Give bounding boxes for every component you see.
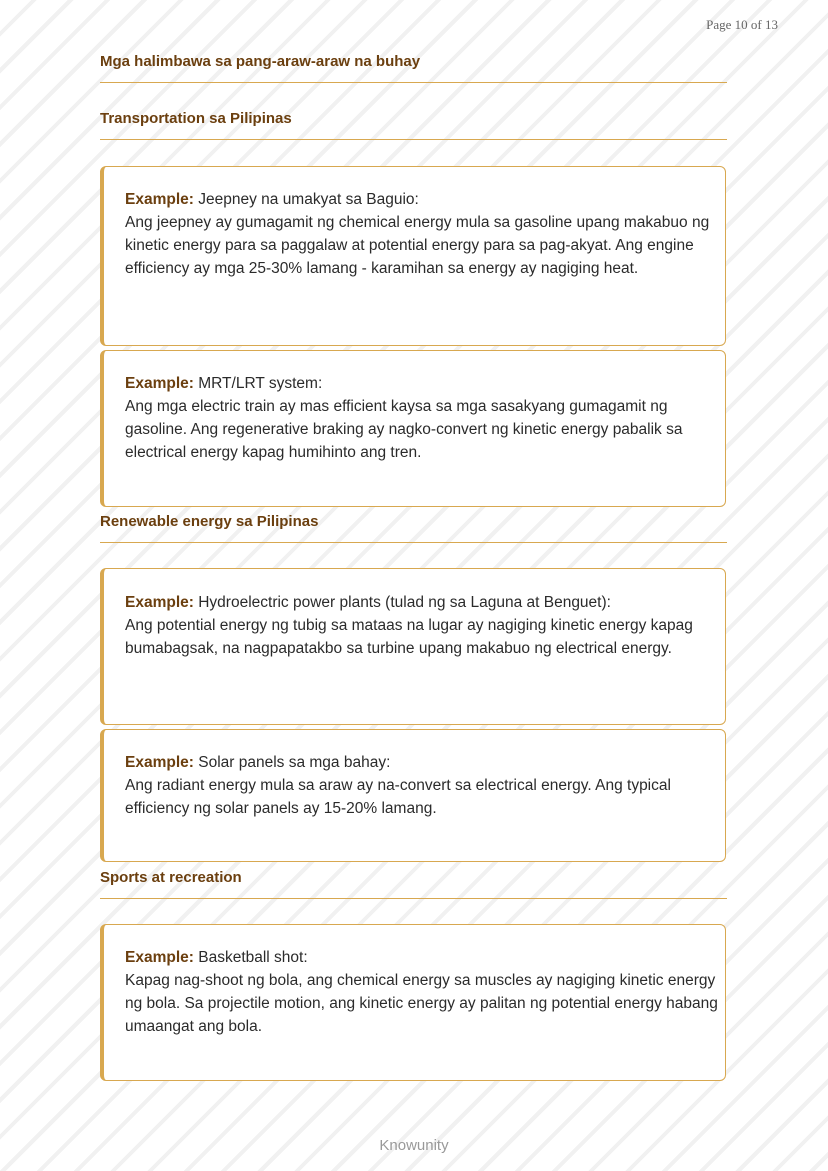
section-heading-transportation: Transportation sa Pilipinas bbox=[100, 110, 727, 140]
example-title: MRT/LRT system: bbox=[198, 375, 323, 392]
footer-brand: Knowunity bbox=[379, 1137, 449, 1154]
example-body: Kapag nag-shoot ng bola, ang chemical energy sa muscles ay nagiging kinetic energy ng bola. Sa projectile motion, ang kinetic energy ay palitan ng potential energy habang umaangat ang bola. bbox=[125, 972, 718, 1035]
example-body: Ang mga electric train ay mas efficient kaysa sa mga sasakyang gumagamit ng gasoline. Ang regenerative braking ay nagko-convert ng kinetic energy pabalik sa electrical energy kapag humihinto ang tren. bbox=[125, 398, 683, 461]
example-label: Example: bbox=[125, 191, 194, 208]
example-box-mrt-lrt bbox=[100, 350, 726, 507]
example-title: Solar panels sa mga bahay: bbox=[198, 754, 391, 771]
example-label: Example: bbox=[125, 754, 194, 771]
example-title: Jeepney na umakyat sa Baguio: bbox=[198, 191, 419, 208]
example-title: Basketball shot: bbox=[198, 949, 308, 966]
page-number: Page 10 of 13 bbox=[706, 17, 778, 32]
section-heading-sports: Sports at recreation bbox=[100, 869, 727, 899]
example-label: Example: bbox=[125, 594, 194, 611]
main-heading: Mga halimbawa sa pang-araw-araw na buhay bbox=[100, 53, 727, 83]
example-label: Example: bbox=[125, 949, 194, 966]
example-body: Ang potential energy ng tubig sa mataas na lugar ay nagiging kinetic energy kapag bumabagsak, na nagpapatakbo sa turbine upang makabuo ng electrical energy. bbox=[125, 617, 693, 657]
example-box-hydroelectric bbox=[100, 568, 726, 725]
example-box-jeepney bbox=[100, 166, 726, 346]
example-box-basketball bbox=[100, 924, 726, 1081]
example-label: Example: bbox=[125, 375, 194, 392]
example-box-solar bbox=[100, 729, 726, 862]
example-body: Ang jeepney ay gumagamit ng chemical energy mula sa gasoline upang makabuo ng kinetic energy para sa paggalaw at potential energy para sa pag-akyat. Ang engine efficiency ay mga 25-30% lamang - karamihan sa energy ay nagiging heat. bbox=[125, 214, 710, 277]
example-body: Ang radiant energy mula sa araw ay na-convert sa electrical energy. Ang typical efficiency ng solar panels ay 15-20% lamang. bbox=[125, 777, 671, 817]
section-heading-renewable: Renewable energy sa Pilipinas bbox=[100, 513, 727, 543]
example-title: Hydroelectric power plants (tulad ng sa Laguna at Benguet): bbox=[198, 594, 611, 611]
